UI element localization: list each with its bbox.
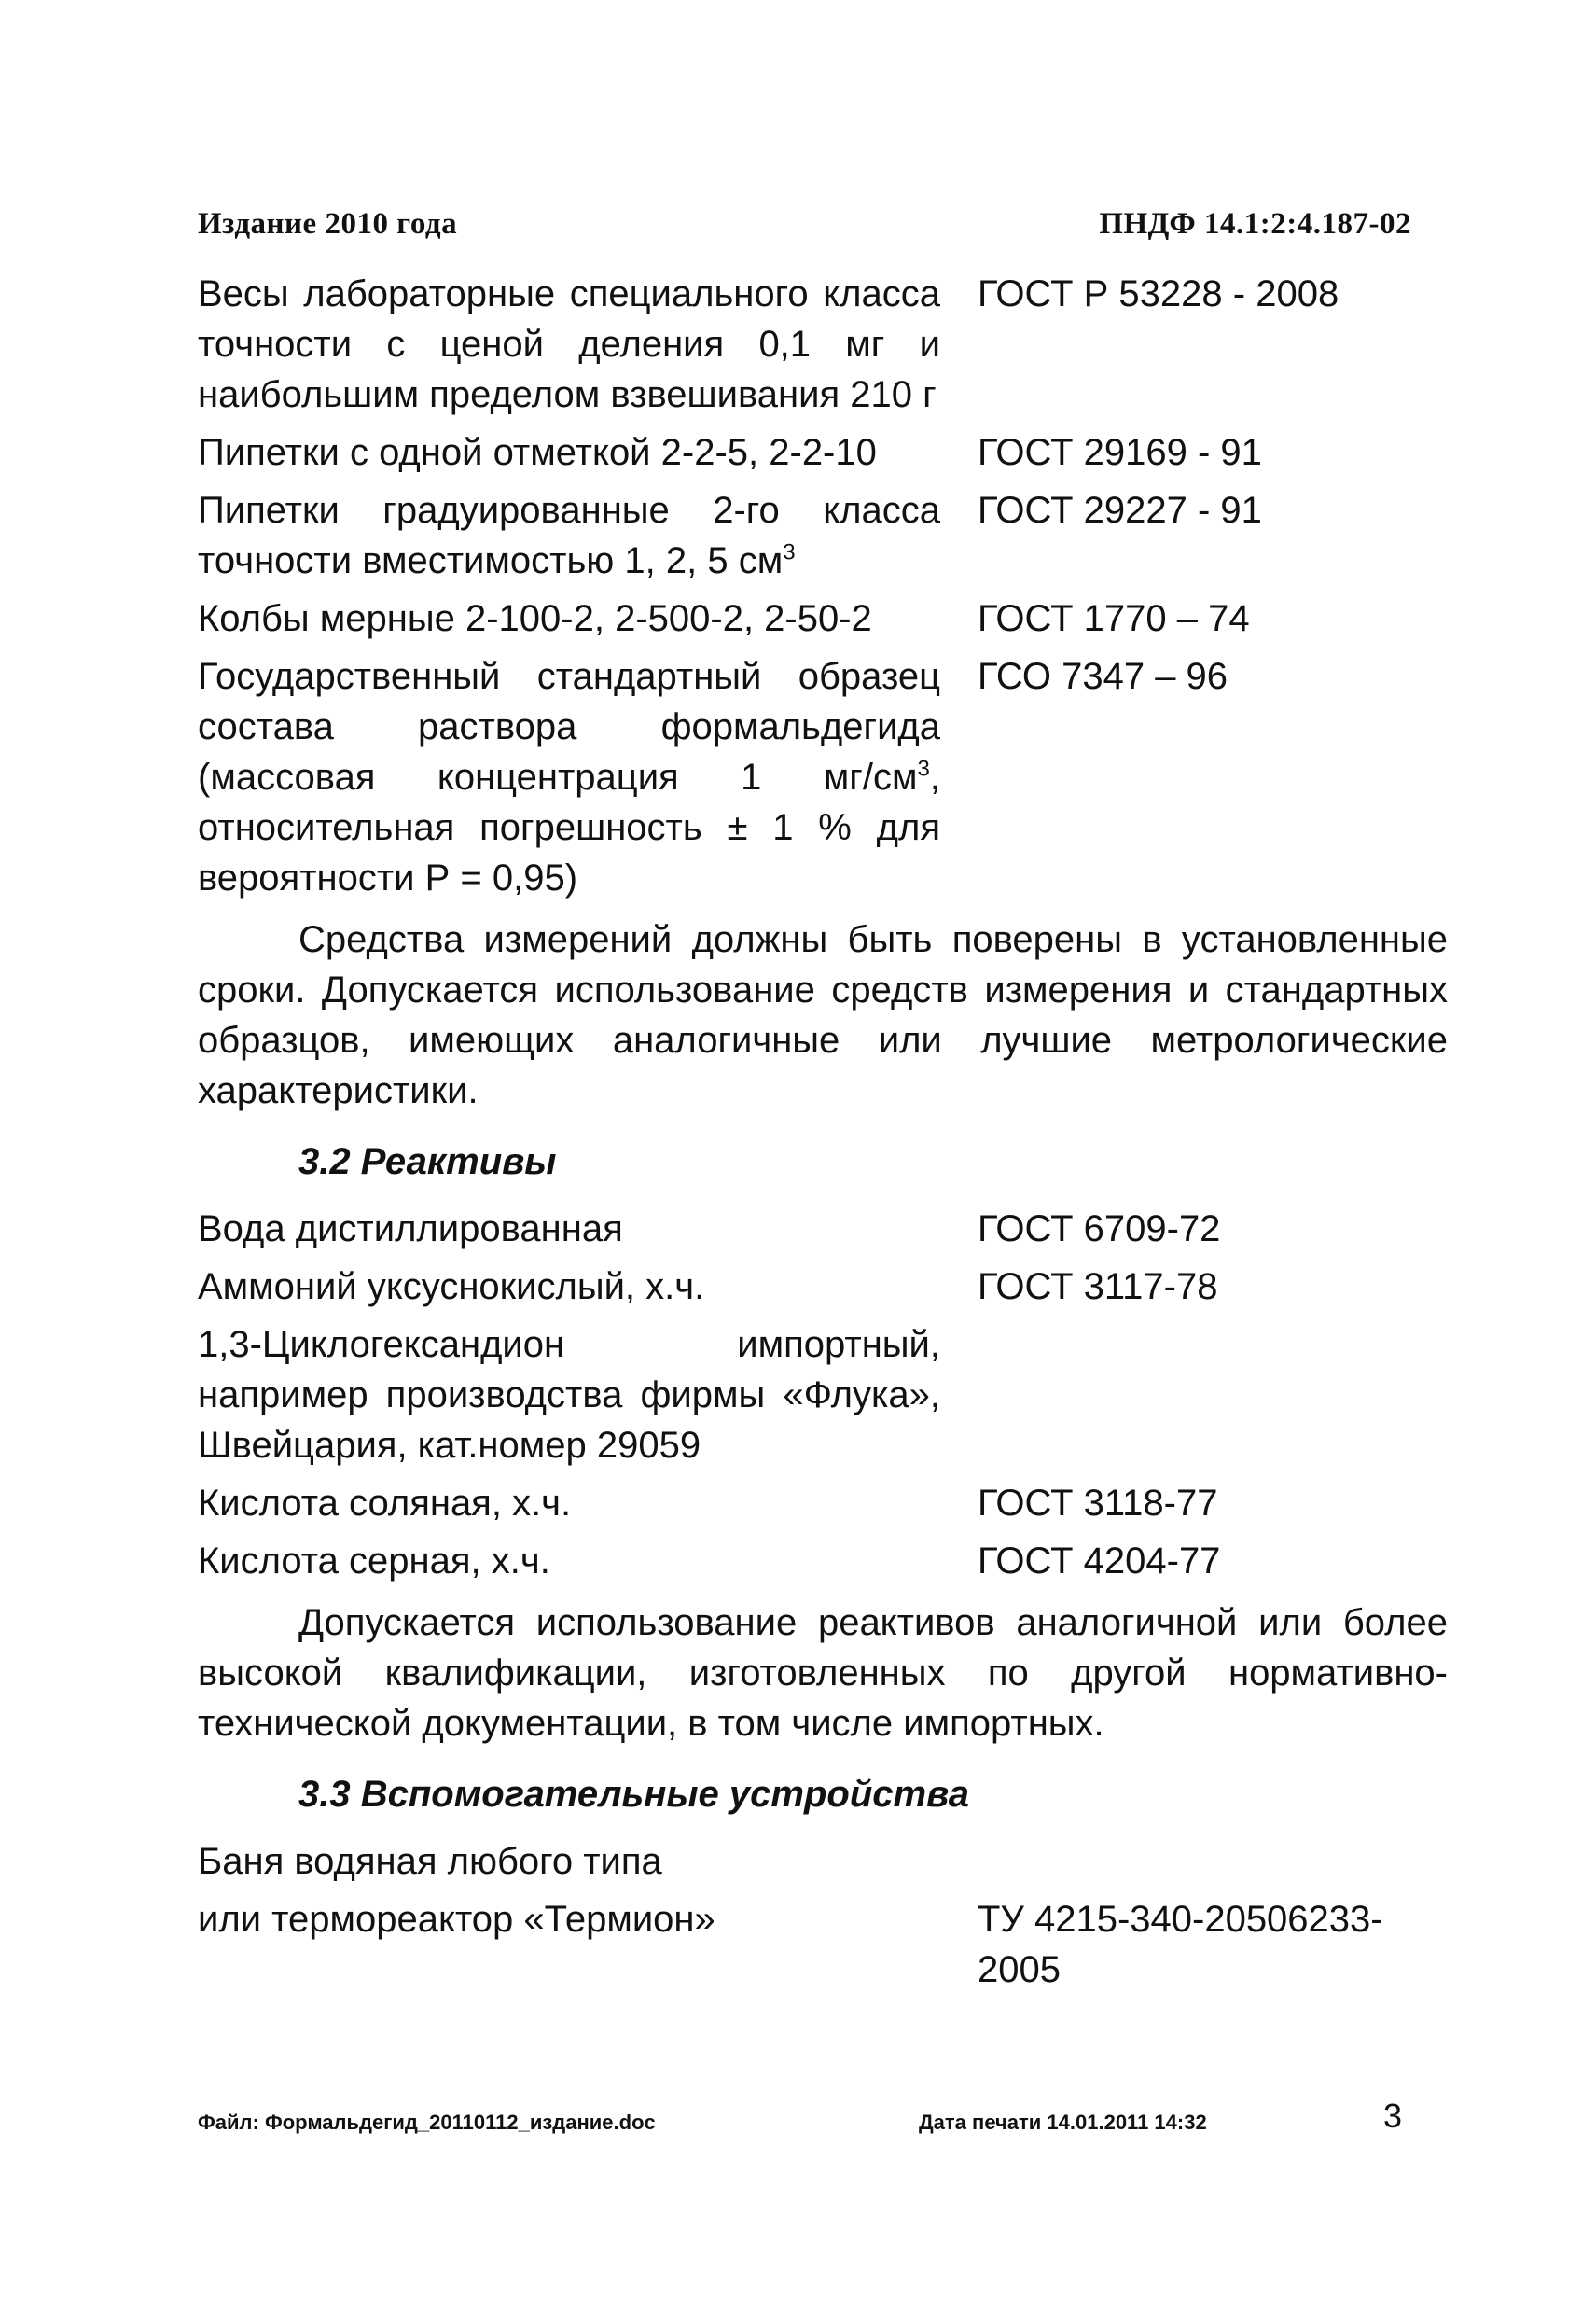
reagent-standard: ГОСТ 3117-78 [978,1266,1218,1307]
reagent-name: Кислота соляная, х.ч. [198,1483,572,1524]
aux-row [198,1836,1448,1887]
equipment-name: Весы лабораторные специального класса точности с ценой деления 0,1 мг и наибольшим пределом взвешивания 210 г [198,273,940,415]
equipment-row [198,593,1448,644]
reagent-row [198,1536,1448,1586]
edition-header: Издание 2010 года [198,207,458,241]
page-number: 3 [1382,2097,1402,2135]
equipment-standard: ГОСТ 29169 - 91 [978,432,1262,473]
equipment-row [198,651,1448,903]
equipment-standard: ГОСТ 29227 - 91 [978,490,1262,531]
equipment-note: Средства измерений должны быть поверены в установленные сроки. Допускается использование средств измерения и стандартных образцов, имеющих аналогичные или лучшие метрологические характеристики. [198,919,1448,1111]
superscript: 3 [783,539,796,565]
section-heading-reagents: 3.2 Реактивы [298,1141,557,1182]
reagent-name: Вода дистиллированная [198,1208,623,1249]
document-code-header: ПНДФ 14.1:2:4.187-02 [1099,207,1411,241]
equipment-name-text: Пипетки градуированные 2-го класса точности вместимостью 1, 2, 5 см [198,490,940,581]
section-heading-aux: 3.3 Вспомогательные устройства [298,1774,969,1815]
equipment-row [198,269,1448,420]
footer-print-date: Дата печати 14.01.2011 14:32 [919,2111,1207,2134]
aux-row [198,1894,1448,1995]
reagent-standard: ГОСТ 6709-72 [978,1208,1221,1249]
reagent-row [198,1478,1448,1528]
equipment-name [198,651,940,903]
aux-name: Баня водяная любого типа [198,1841,662,1882]
reagent-name: Аммоний уксуснокислый, х.ч. [198,1266,705,1307]
superscript: 3 [917,756,930,782]
reagent-standard: ГОСТ 3118-77 [978,1483,1218,1524]
equipment-row [198,427,1448,478]
equipment-standard: ГСО 7347 – 96 [978,656,1228,697]
equipment-name-text: Государственный стандартный образец состава раствора формальдегида (массовая концентрация 1 мг/см [198,656,940,798]
equipment-name: Колбы мерные 2-100-2, 2-500-2, 2-50-2 [198,598,872,639]
reagent-name: 1,3-Циклогександион импортный, например производства фирмы «Флука», Швейцария, кат.номер 29059 [198,1324,940,1466]
reagent-row [198,1319,1448,1471]
equipment-standard: ГОСТ Р 53228 - 2008 [978,273,1339,314]
reagents-note: Допускается использование реактивов аналогичной или более высокой квалификации, изготовленных по другой нормативно-технической документации, в том числе импортных. [198,1602,1448,1744]
equipment-name-text: , относительная погрешность ± 1 % для вероятности Р = 0,95) [198,757,940,899]
equipment-standard: ГОСТ 1770 – 74 [978,598,1250,639]
document-body [198,269,1448,2002]
equipment-name: Пипетки с одной отметкой 2-2-5, 2-2-10 [198,432,877,473]
reagent-row [198,1262,1448,1312]
footer-file-name: Файл: Формальдегид_20110112_издание.doc [198,2111,656,2134]
reagent-row [198,1204,1448,1254]
equipment-row [198,485,1448,586]
reagent-standard: ГОСТ 4204-77 [978,1540,1221,1582]
aux-name: или термореактор «Термион» [198,1899,715,1940]
reagent-name: Кислота серная, х.ч. [198,1540,550,1582]
aux-standard: ТУ 4215-340-20506233-2005 [978,1899,1383,1990]
equipment-name [198,485,940,586]
